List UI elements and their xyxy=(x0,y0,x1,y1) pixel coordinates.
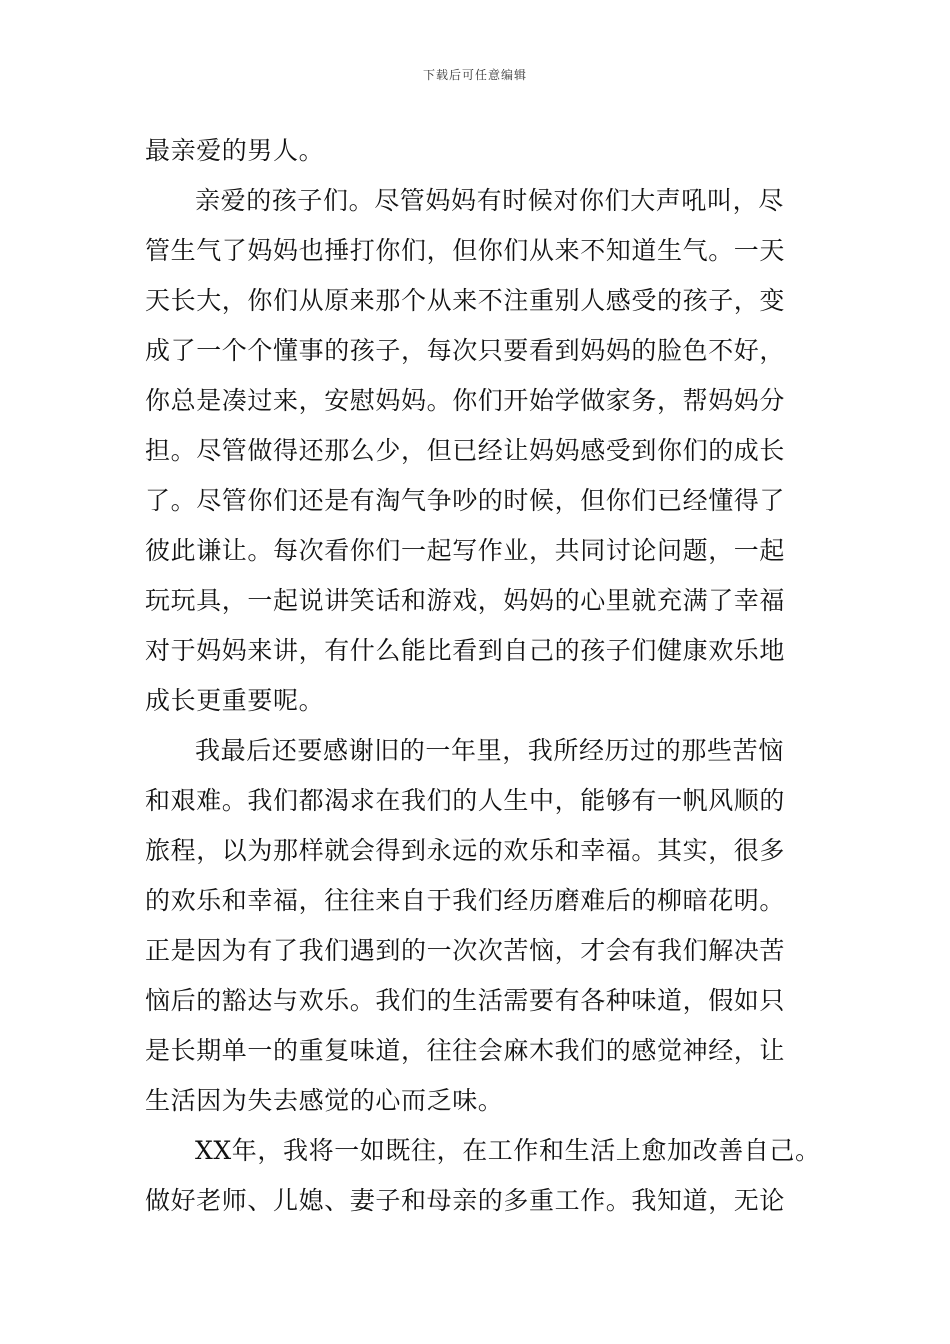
text-line-19: 是长期单一的重复味道，往往会麻木我们的感觉神经，让 xyxy=(145,1036,786,1065)
text-line-17: 正是因为有了我们遇到的一次次苦恼，才会有我们解决苦 xyxy=(145,936,786,965)
text-line-14: 和艰难。我们都渴求在我们的人生中，能够有一帆风顺的 xyxy=(145,786,786,815)
text-line-5: 成了一个个懂事的孩子，每次只要看到妈妈的脸色不好， xyxy=(145,336,786,365)
text-line-18: 恼后的豁达与欢乐。我们的生活需要有各种味道，假如只 xyxy=(145,986,786,1015)
text-line-2: 亲爱的孩子们。尽管妈妈有时候对你们大声吼叫，尽 xyxy=(195,186,784,215)
text-line-21: XX年，我将一如既往，在工作和生活上愈加改善自己。 xyxy=(195,1136,821,1165)
document-body xyxy=(145,126,825,1226)
text-line-11: 对于妈妈来讲，有什么能比看到自己的孩子们健康欢乐地 xyxy=(145,636,786,665)
text-line-6: 你总是凑过来，安慰妈妈。你们开始学做家务，帮妈妈分 xyxy=(145,386,786,415)
text-line-22: 做好老师、儿媳、妻子和母亲的多重工作。我知道，无论 xyxy=(145,1186,786,1215)
text-line-4: 天长大，你们从原来那个从来不注重别人感受的孩子，变 xyxy=(145,286,786,315)
text-line-9: 彼此谦让。每次看你们一起写作业，共同讨论问题，一起 xyxy=(145,536,786,565)
text-line-16: 的欢乐和幸福，往往来自于我们经历磨难后的柳暗花明。 xyxy=(145,886,786,915)
text-line-12: 成长更重要呢。 xyxy=(145,686,325,715)
page-header: 下载后可任意编辑 xyxy=(422,68,527,82)
text-line-10: 玩玩具，一起说讲笑话和游戏，妈妈的心里就充满了幸福 xyxy=(145,586,786,615)
text-line-8: 了。尽管你们还是有淘气争吵的时候，但你们已经懂得了 xyxy=(145,486,786,515)
text-line-3: 管生气了妈妈也捶打你们，但你们从来不知道生气。一天 xyxy=(145,236,786,265)
text-line-20: 生活因为失去感觉的心而乏味。 xyxy=(145,1086,504,1115)
text-line-1: 最亲爱的男人。 xyxy=(145,136,325,165)
text-line-13: 我最后还要感谢旧的一年里，我所经历过的那些苦恼 xyxy=(195,736,784,765)
text-line-15: 旅程，以为那样就会得到永远的欢乐和幸福。其实，很多 xyxy=(145,836,786,865)
text-line-7: 担。尽管做得还那么少，但已经让妈妈感受到你们的成长 xyxy=(145,436,786,465)
